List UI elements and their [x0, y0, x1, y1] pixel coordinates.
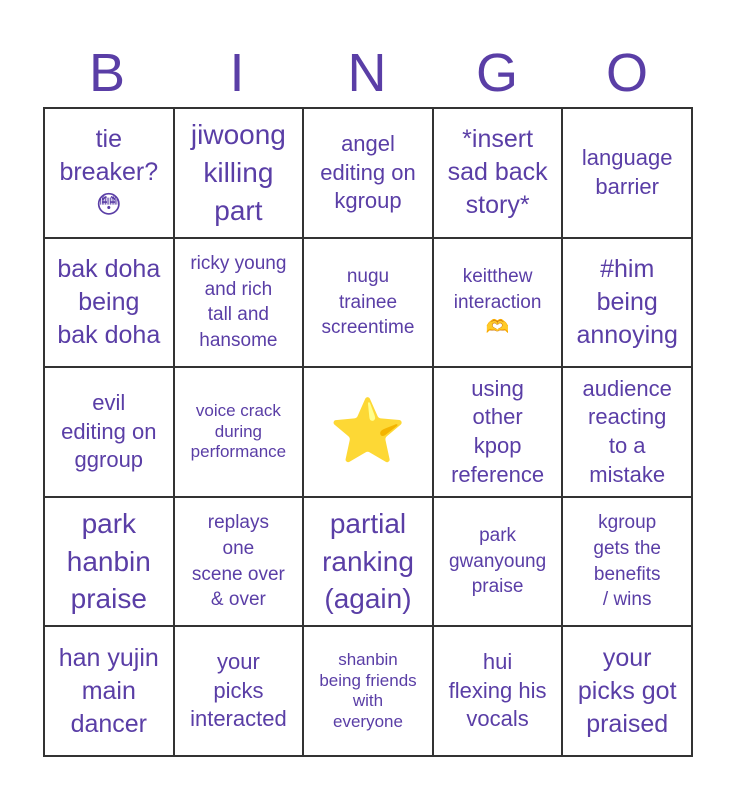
bingo-cell[interactable]: ricky young and rich tall and hansome [174, 238, 304, 368]
header-letter-o: O [605, 43, 650, 103]
bingo-cell[interactable]: hui flexing his vocals [433, 626, 563, 756]
bingo-board [43, 107, 693, 757]
bingo-cell[interactable]: your picks interacted [174, 626, 304, 756]
bingo-cell[interactable]: kgroup gets the benefits / wins [562, 497, 692, 627]
bingo-cell[interactable]: evil editing on ggroup [44, 367, 174, 497]
bingo-cell[interactable]: replays one scene over & over [174, 497, 304, 627]
bingo-cell[interactable]: partial ranking (again) [303, 497, 433, 627]
bingo-cell[interactable]: voice crack during performance [174, 367, 304, 497]
bingo-header [43, 38, 693, 108]
bingo-cell[interactable]: language barrier [562, 108, 692, 238]
free-space-star-icon[interactable]: ⭐ [303, 367, 433, 497]
header-letter-i: I [229, 43, 247, 103]
bingo-cell[interactable]: audience reacting to a mistake [562, 367, 692, 497]
bingo-cell[interactable]: *insert sad back story* [433, 108, 563, 238]
bingo-cell[interactable]: bak doha being bak doha [44, 238, 174, 368]
bingo-cell[interactable]: nugu trainee screentime [303, 238, 433, 368]
bingo-cell[interactable]: your picks got praised [562, 626, 692, 756]
bingo-cell[interactable]: park hanbin praise [44, 497, 174, 627]
bingo-cell[interactable]: han yujin main dancer [44, 626, 174, 756]
bingo-cell[interactable]: #him being annoying [562, 238, 692, 368]
header-letter-b: B [88, 43, 128, 103]
header-letter-n: N [347, 43, 389, 103]
bingo-cell[interactable]: keitthew interaction 🫶 [433, 238, 563, 368]
bingo-cell[interactable]: tie breaker? 😳 [44, 108, 174, 238]
bingo-cell[interactable]: jiwoong killing part [174, 108, 304, 238]
header-letter-g: G [475, 43, 520, 103]
bingo-cell[interactable]: angel editing on kgroup [303, 108, 433, 238]
bingo-cell[interactable]: park gwanyoung praise [433, 497, 563, 627]
bingo-cell[interactable]: shanbin being friends with everyone [303, 626, 433, 756]
bingo-cell[interactable]: using other kpop reference [433, 367, 563, 497]
